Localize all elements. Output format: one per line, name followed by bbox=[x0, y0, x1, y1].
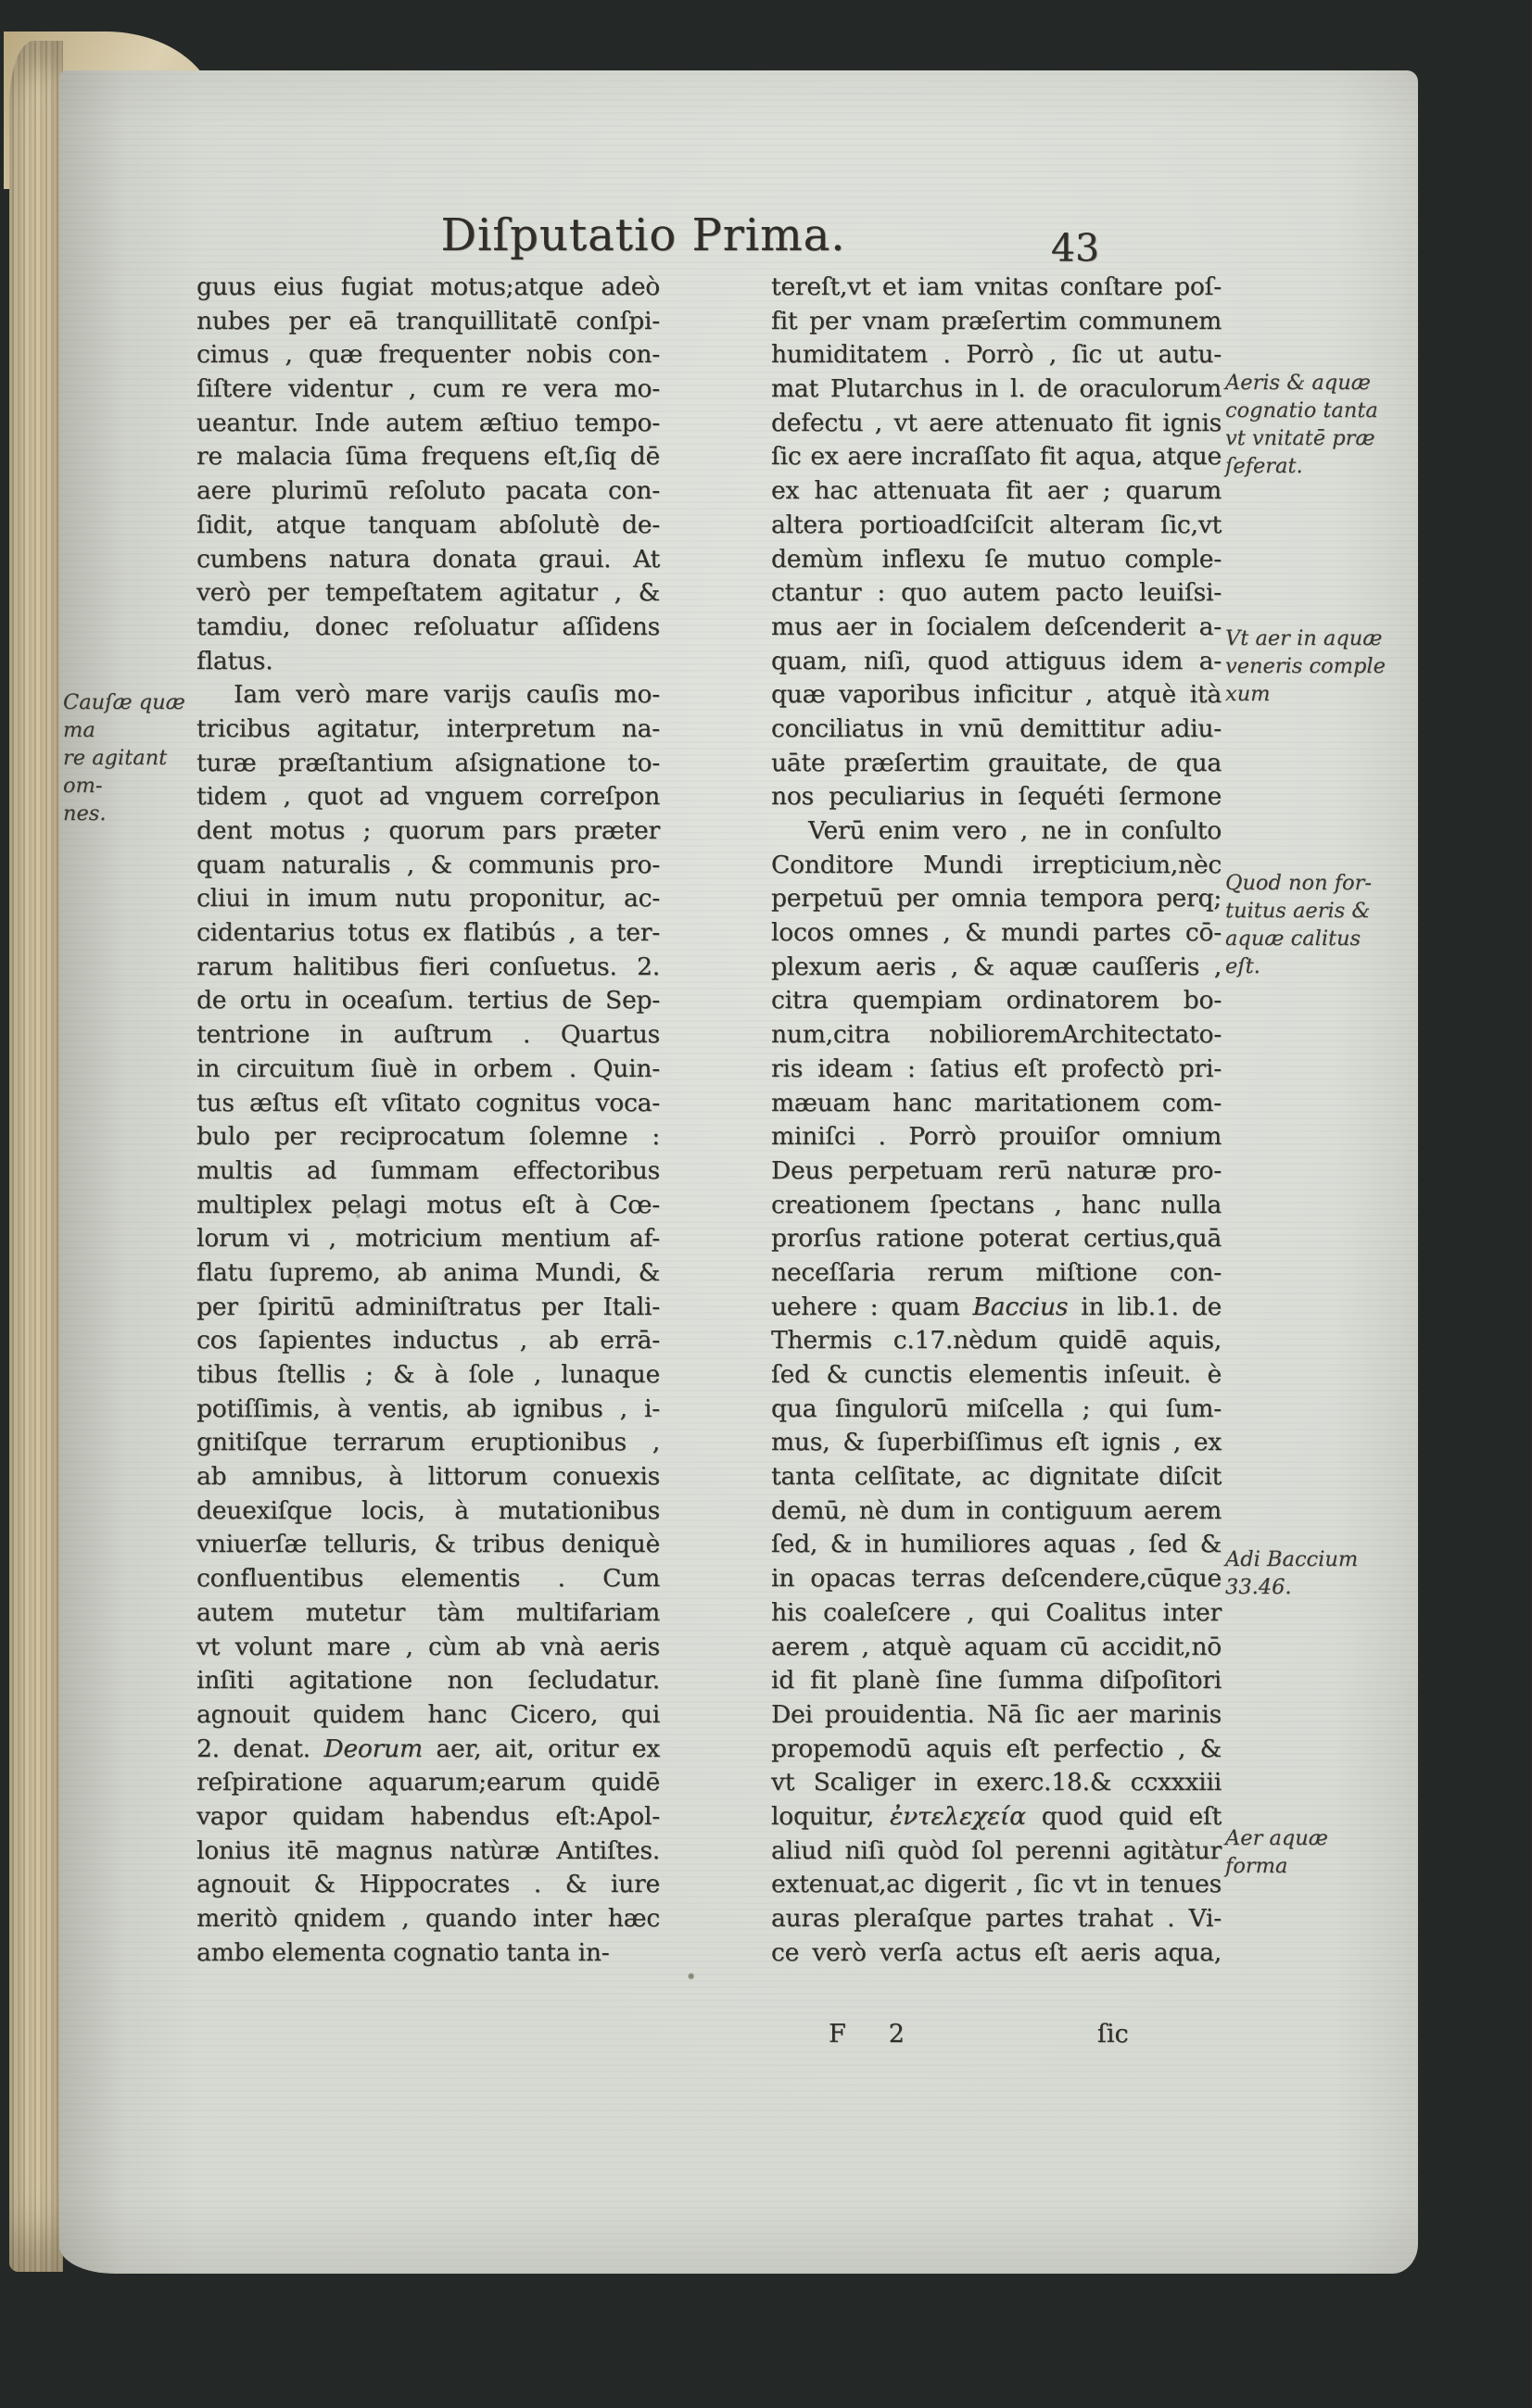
text-line: vt Scaliger in exerc.18.& ccxxxiii bbox=[771, 1768, 1222, 1797]
text-line: mus aer in ſocialem deſcenderit a- bbox=[771, 611, 1222, 641]
signature-number: 2 bbox=[888, 2020, 905, 2049]
text-line: auras pleraſque partes trahat . Vi- bbox=[771, 1904, 1222, 1933]
signature-mark: F bbox=[829, 2020, 846, 2049]
text-line: meritò qnidem , quando inter hæc bbox=[196, 1904, 660, 1933]
text-line: lorum vi , motricium mentium af- bbox=[196, 1224, 660, 1254]
text-line: cos ſapientes inductus , ab errā- bbox=[196, 1326, 660, 1355]
text-line: propemodū aquis eſt perfectio , & bbox=[771, 1734, 1222, 1763]
text-line: citra quempiam ordinatorem bo- bbox=[771, 986, 1222, 1015]
text-line: in circuitum ſiuè in orbem . Quin- bbox=[196, 1053, 660, 1083]
text-line: quam, niſi, quod attiguus idem a- bbox=[771, 646, 1222, 675]
text-line: multis ad ſummam effectoribus bbox=[196, 1155, 660, 1185]
text-line: tereſt,vt et iam vnitas conſtare poſ- bbox=[771, 272, 1222, 301]
text-line: ce verò verſa actus eſt aeris aqua, bbox=[771, 1937, 1222, 1967]
book-page bbox=[59, 70, 1418, 2274]
text-line: mat Plutarchus in l. de oraculorum bbox=[771, 374, 1222, 404]
text-line: nos peculiarius in ſequéti ſermone bbox=[771, 782, 1222, 812]
text-line: guus eius fugiat motus;atque adeò bbox=[196, 272, 660, 301]
text-line: ſidit, atque tanquam abſolutè de- bbox=[196, 510, 660, 539]
text-line: in opacas terras deſcendere,cūque bbox=[771, 1564, 1222, 1594]
text-line: altera portioadſciſcit alteram ſic,vt bbox=[771, 510, 1222, 539]
text-line: tamdiu, donec reſoluatur aſſidens bbox=[196, 611, 660, 641]
page-number: 43 bbox=[1050, 226, 1100, 271]
text-line: Verū enim vero , ne in conſulto bbox=[808, 816, 1222, 845]
text-line: 2. denat. Deorum aer, ait, oritur ex bbox=[196, 1734, 660, 1763]
text-line: flatu ſupremo, ab anima Mundi, & bbox=[196, 1257, 660, 1287]
text-line: fit per vnam præſertim communem bbox=[771, 306, 1222, 335]
text-line: miniſci . Porrò prouiſor omnium bbox=[771, 1122, 1222, 1152]
text-line: vniuerſæ telluris, & tribus deniquè bbox=[196, 1530, 660, 1559]
margin-note: Aeris & aquæ cognatio tanta vt vnitatē præ ſeferat. bbox=[1225, 371, 1378, 479]
text-line: vapor quidam habendus eſt:Apol- bbox=[196, 1801, 660, 1831]
margin-note: Cauſæ quæ ma re agitant om- nes. bbox=[63, 690, 185, 826]
text-line: tidem , quot ad vnguem correſpon bbox=[196, 782, 660, 812]
text-line: num,citra nobilioremArchitectato- bbox=[771, 1020, 1222, 1050]
text-line: cimus , quæ frequenter nobis con- bbox=[196, 340, 660, 370]
text-line: Deus perpetuam rerū naturæ pro- bbox=[771, 1155, 1222, 1185]
text-line: multiplex pelagi motus eſt à Cœ- bbox=[196, 1190, 660, 1219]
text-line: perpetuū per omnia tempora perq; bbox=[771, 884, 1222, 914]
text-line: ab amnibus, à littorum conuexis bbox=[196, 1462, 660, 1492]
text-line: Conditore Mundi irrepticium,nèc bbox=[771, 850, 1222, 879]
text-line: loquitur, ἐντελεχεία quod quid eſt bbox=[771, 1801, 1222, 1831]
text-line: ueantur. Inde autem æſtiuo tempo- bbox=[196, 408, 660, 437]
text-line: plexum aeris , & aquæ cauſſeris , bbox=[771, 952, 1222, 981]
text-line: cumbens natura donata graui. At bbox=[196, 544, 660, 574]
text-line: defectu , vt aere attenuato fit ignis bbox=[771, 408, 1222, 437]
text-line: agnouit & Hippocrates . & iure bbox=[196, 1870, 660, 1899]
text-line: demū, nè dum in contiguum aerem bbox=[771, 1495, 1222, 1525]
text-line: id fit planè ſine ſumma diſpoſitori bbox=[771, 1666, 1222, 1696]
text-line: aerem , atquè aquam cū accidit,nō bbox=[771, 1632, 1222, 1661]
text-line: prorſus ratione poterat certius,quā bbox=[771, 1224, 1222, 1254]
text-line: dent motus ; quorum pars præter bbox=[196, 816, 660, 845]
text-line: ſed & cunctis elementis inſeuit. è bbox=[771, 1360, 1222, 1389]
text-line: ctantur : quo autem pacto leuiſsi- bbox=[771, 578, 1222, 608]
text-line: cliui in imum nutu proponitur, ac- bbox=[196, 884, 660, 914]
text-line: lonius itē magnus natùræ Antiſtes. bbox=[196, 1835, 660, 1865]
running-header: Diſputatio Prima. bbox=[440, 209, 846, 261]
text-line: vt volunt mare , cùm ab vnà aeris bbox=[196, 1632, 660, 1661]
text-line: gnitiſque terrarum eruptionibus , bbox=[196, 1428, 660, 1457]
text-line: qua ſingulorū miſcella ; qui ſum- bbox=[771, 1393, 1222, 1423]
signature-row bbox=[771, 2020, 1222, 2049]
book-fore-edge bbox=[9, 41, 63, 2272]
text-line: demùm inflexu ſe mutuo comple- bbox=[771, 544, 1222, 574]
text-line: Iam verò mare varijs cauſis mo- bbox=[234, 680, 660, 710]
text-line: agnouit quidem hanc Cicero, qui bbox=[196, 1699, 660, 1729]
text-line: tentrione in auſtrum . Quartus bbox=[196, 1020, 660, 1050]
text-line: autem mutetur tàm multifariam bbox=[196, 1597, 660, 1627]
margin-note: Adi Baccium 33.46. bbox=[1225, 1547, 1359, 1600]
text-line: re malacia ſūma frequens eſt,ſiq dē bbox=[196, 442, 660, 472]
text-line: de ortu in oceaſum. tertius de Sep- bbox=[196, 986, 660, 1015]
text-line: rarum halitibus fieri conſuetus. 2. bbox=[196, 952, 660, 981]
text-line: verò per tempeſtatem agitatur , & bbox=[196, 578, 660, 608]
text-line: ris ideam : ſatius eſt profectò pri- bbox=[771, 1053, 1222, 1083]
text-line: quæ vaporibus inficitur , atquè ità bbox=[771, 680, 1222, 710]
text-line: cidentarius totus ex flatibús , a ter- bbox=[196, 918, 660, 948]
text-line: ex hac attenuata fit aer ; quarum bbox=[771, 476, 1222, 506]
text-column-left bbox=[196, 271, 660, 1970]
text-line: turæ præſtantium aſsignatione to- bbox=[196, 748, 660, 777]
text-column-right bbox=[771, 271, 1222, 1970]
margin-note: Quod non for- tuitus aeris & aquæ calitus eſt. bbox=[1225, 870, 1372, 978]
text-line: Dei prouidentia. Nā ſic aer marinis bbox=[771, 1699, 1222, 1729]
text-line: tricibus agitatur, interpretum na- bbox=[196, 713, 660, 743]
text-line: tanta celſitate, ac dignitate diſcit bbox=[771, 1462, 1222, 1492]
text-line: uehere : quam Baccius in lib.1. de bbox=[771, 1292, 1222, 1321]
text-line: aere plurimū reſoluto pacata con- bbox=[196, 476, 660, 506]
text-line: per ſpiritū adminiſtratus per Itali- bbox=[196, 1292, 660, 1321]
margin-note: Aer aquæ forma bbox=[1225, 1826, 1328, 1879]
text-line: his coaleſcere , qui Coalitus inter bbox=[771, 1597, 1222, 1627]
text-line: potiſſimis, à ventis, ab ignibus , i- bbox=[196, 1393, 660, 1423]
text-line: ſed, & in humiliores aquas , ſed & bbox=[771, 1530, 1222, 1559]
catchword: ſic bbox=[1096, 2020, 1129, 2049]
text-line: neceſſaria rerum miſtione con- bbox=[771, 1257, 1222, 1287]
text-line: tibus ſtellis ; & à ſole , lunaque bbox=[196, 1360, 660, 1389]
text-line: deuexiſque locis, à mutationibus bbox=[196, 1495, 660, 1525]
text-line: creationem ſpectans , hanc nulla bbox=[771, 1190, 1222, 1219]
text-line: nubes per eā tranquillitatē conſpi- bbox=[196, 306, 660, 335]
text-line: extenuat,ac digerit , ſic vt in tenues bbox=[771, 1870, 1222, 1899]
text-line: humiditatem . Porrò , ſic ut autu- bbox=[771, 340, 1222, 370]
margin-note: Vt aer in aquæ veneris comple xum bbox=[1225, 625, 1386, 706]
text-line: ſic ex aere incraſſato fit aqua, atque bbox=[771, 442, 1222, 472]
text-line: locos omnes , & mundi partes cō- bbox=[771, 918, 1222, 948]
text-line: inſiti agitatione non ſecludatur. bbox=[196, 1666, 660, 1696]
text-line: tus æſtus eſt vſitato cognitus voca- bbox=[196, 1088, 660, 1117]
text-line: conciliatus in vnū demittitur adiu- bbox=[771, 713, 1222, 743]
text-line: aliud niſi quòd ſol perenni agitàtur bbox=[771, 1835, 1222, 1865]
text-line: ambo elementa cognatio tanta in- bbox=[196, 1937, 610, 1967]
text-line: flatus. bbox=[196, 646, 273, 675]
text-line: mus, & ſuperbiſſimus eſt ignis , ex bbox=[771, 1428, 1222, 1457]
text-line: uāte præſertim grauitate, de qua bbox=[771, 748, 1222, 777]
text-line: ſiſtere videntur , cum re vera mo- bbox=[196, 374, 660, 404]
text-line: reſpiratione aquarum;earum quidē bbox=[196, 1768, 660, 1797]
text-line: quam naturalis , & communis pro- bbox=[196, 850, 660, 879]
text-line: bulo per reciprocatum ſolemne : bbox=[196, 1122, 660, 1152]
text-line: Thermis c.17.nèdum quidē aquis, bbox=[771, 1326, 1222, 1355]
text-line: confluentibus elementis . Cum bbox=[196, 1564, 660, 1594]
text-line: mæuam hanc maritationem com- bbox=[771, 1088, 1222, 1117]
